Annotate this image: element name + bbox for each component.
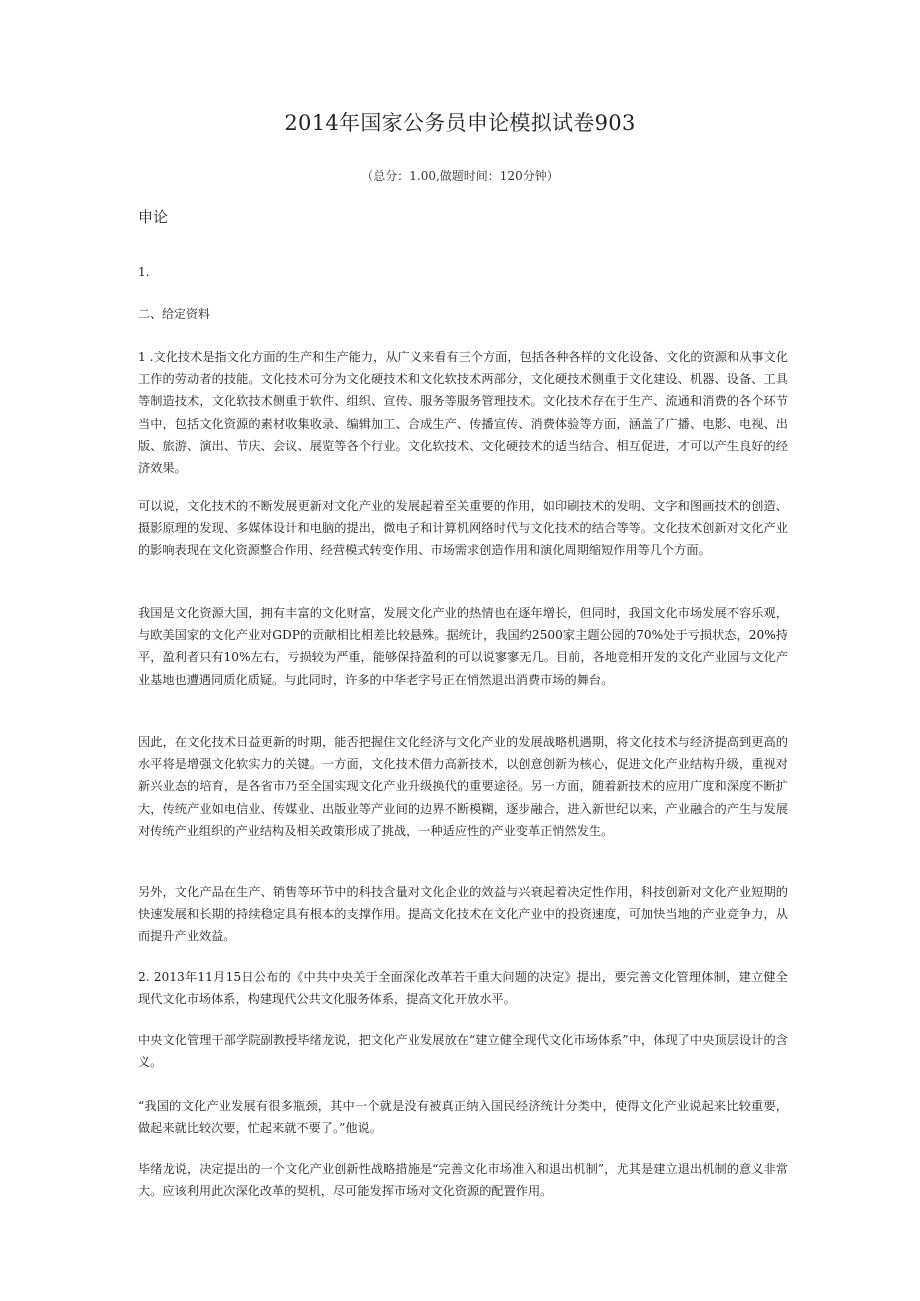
paragraph: 中央文化管理干部学院副教授毕绪龙说，把文化产业发展放在“建立健全现代文化市场体系”中，体现了中央顶层设计的含义。	[138, 1033, 788, 1070]
paragraph: 毕绪龙说，决定提出的一个文化产业创新性战略措施是“完善文化市场准入和退出机制”，尤其是建立退出机制的意义非常大。应该利用此次深化改革的契机，尽可能发挥市场对文化资源的配置作用。	[138, 1162, 788, 1199]
section-heading: 申论	[138, 208, 169, 226]
paragraph: “我国的文化产业发展有很多瓶颈，其中一个就是没有被真正纳入国民经济统计分类中，使得文化产业说起来比较重要，做起来就比较次要，忙起来就不要了。”他说。	[138, 1099, 788, 1136]
paragraph: 1 .文化技术是指文化方面的生产和生产能力，从广义来看有三个方面，包括各种各样的文化设备、文化的资源和从事文化工作的劳动者的技能。文化技术可分为文化硬技术和文化软技术两部分，文化硬技术侧重于文化建设、机器、设备、工具等制造技术，文化软技术侧重于软件、组织、宣传、服务等服务管理技术。文化技术存在于生产、流通和消费的各个环节当中，包括文化资源的素材收集收录、编辑加工、合成生产、传播宣传、消费体验等方面，涵盖了广播、电影、电视、出版、旅游、演出、节庆、会议、展览等各个行业。文化软技术、文化硬技术的适当结合、相互促进，才可以产生良好的经济效果。	[138, 350, 788, 476]
exam-title: 2014年国家公务员申论模拟试卷903	[284, 111, 636, 135]
part-heading: 二、给定资料	[138, 307, 211, 321]
question-number: 1.	[138, 265, 150, 279]
paragraph: 2. 2013年11月15日公布的《中共中央关于全面深化改革若干重大问题的决定》提出，要完善文化管理体制，建立健全现代文化市场体系，构建现代公共文化服务体系，提高文化开放水平。	[138, 970, 788, 1007]
paragraph: 我国是文化资源大国，拥有丰富的文化财富，发展文化产业的热情也在逐年增长，但同时，我国文化市场发展不容乐观，与欧美国家的文化产业对GDP的贡献相比相差比较悬殊。据统计，我国约2500家主题公园的70%处于亏损状态，20%持平，盈利者只有10%左右，亏损较为严重，能够保持盈利的可以说寥寥无几。目前，各地竞相开发的文化产业园与文化产业基地也遭遇同质化质疑。与此同时，许多的中华老字号正在悄然退出消费市场的舞台。	[138, 606, 788, 687]
paragraph: 因此，在文化技术日益更新的时期，能否把握住文化经济与文化产业的发展战略机遇期，将文化技术与经济提高到更高的水平将是增强文化软实力的关键。一方面，文化技术借力高新技术，以创意创新为核心，促进文化产业结构升级，重视对新兴业态的培育，是各省市乃至全国实现文化产业升级换代的重要途径。另一方面，随着新技术的应用广度和深度不断扩大，传统产业如电信业、传媒业、出版业等产业间的边界不断模糊，逐步融合，进入新世纪以来，产业融合的产生与发展对传统产业组织的产业结构及相关政策形成了挑战，一种适应性的产业变革正悄然发生。	[138, 735, 788, 838]
paragraph: 另外，文化产品在生产、销售等环节中的科技含量对文化企业的效益与兴衰起着决定性作用，科技创新对文化产业短期的快速发展和长期的持续稳定具有根本的支撑作用。提高文化技术在文化产业中的投资速度，可加快当地的产业竞争力，从而提升产业效益。	[138, 885, 788, 944]
paragraph: 可以说，文化技术的不断发展更新对文化产业的发展起着至关重要的作用，如印刷技术的发明、文字和图画技术的创造、摄影原理的发现、多媒体设计和电脑的提出，微电子和计算机网络时代与文化技术的结合等等。文化技术创新对文化产业的影响表现在文化资源整合作用、经营模式转变作用、市场需求创造作用和演化周期缩短作用等几个方面。	[138, 499, 788, 558]
exam-subtitle: （总分：1.00,做题时间：120分钟）	[361, 169, 559, 183]
